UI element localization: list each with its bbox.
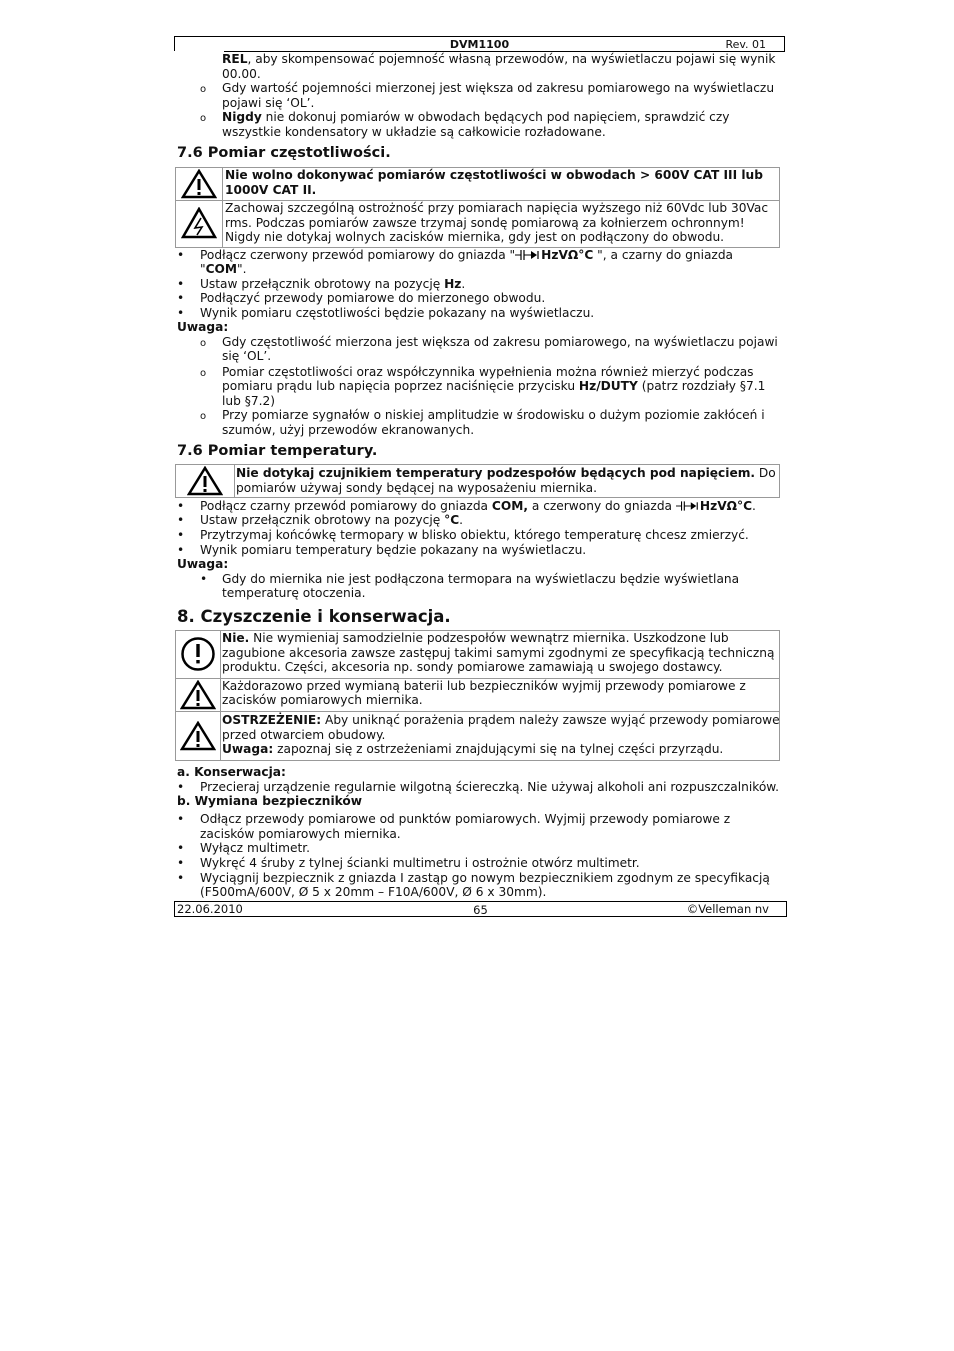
list-item: o Przy pomiarze sygnałów o niskiej amplitudzie w środowisku o dużym poziomie zakłóceń i bbox=[222, 408, 765, 423]
exclamation-circle-icon bbox=[180, 636, 216, 672]
list-item: o Pomiar częstotliwości oraz współczynnika wypełnienia można również mierzyć podczas bbox=[222, 365, 754, 380]
text-line: szumów, użyj przewodów ekranowanych. bbox=[222, 423, 475, 437]
text-line: wszystkie kondensatory w układzie są całkowicie rozładowane. bbox=[222, 125, 606, 139]
electric-shock-icon bbox=[181, 207, 217, 239]
footer-copyright: ©Velleman nv bbox=[686, 902, 769, 916]
subsection-title: b. Wymiana bezpieczników bbox=[177, 794, 363, 808]
list-item: • Gdy do miernika nie jest podłączona termopara na wyświetlaczu będzie wyświetlana bbox=[222, 572, 739, 587]
page-number: 65 bbox=[473, 903, 488, 917]
warning-triangle-icon bbox=[181, 169, 217, 199]
section-title: 8. Czyszczenie i konserwacja. bbox=[177, 607, 451, 626]
list-item: • Podłącz czarny przewód pomiarowy do gniazda COM, a czerwony do gniazda HzVΩ°C. bbox=[200, 499, 756, 514]
warning-text: Uwaga: zapoznaj się z ostrzeżeniami znajdującymi się na tylnej części przyrządu. bbox=[222, 742, 724, 756]
list-item: • Wyłącz multimetr. bbox=[200, 841, 310, 856]
list-item: • Ustaw przełącznik obrotowy na pozycję Hz. bbox=[200, 277, 465, 292]
warning-text: Nie wolno dokonywać pomiarów częstotliwości w obwodach > 600V CAT III lub bbox=[225, 168, 763, 182]
note-label: Uwaga: bbox=[177, 557, 229, 571]
list-item: • Wynik pomiaru temperatury będzie pokazany na wyświetlaczu. bbox=[200, 543, 586, 558]
warning-text: Nie dotykaj czujnikiem temperatury podzespołów będących pod napięciem. Do bbox=[236, 466, 776, 480]
text-line: temperaturę otoczenia. bbox=[222, 586, 366, 600]
warning-triangle-icon bbox=[180, 680, 216, 710]
text-line: się ‘OL’. bbox=[222, 349, 272, 363]
text-line: pojawi się ‘OL’. bbox=[222, 96, 315, 110]
doc-title: DVM1100 bbox=[449, 38, 510, 51]
list-item: • Przytrzymaj końcówkę termopary w blisko obiektu, którego temperaturę chcesz zmierzyć. bbox=[200, 528, 749, 543]
footer-date: 22.06.2010 bbox=[177, 902, 243, 916]
subsection-title: a. Konserwacja: bbox=[177, 765, 286, 779]
warning-triangle-icon bbox=[180, 721, 216, 751]
list-item: o Gdy wartość pojemności mierzonej jest większa od zakresu pomiarowego na wyświetlaczu bbox=[222, 81, 774, 96]
warning-triangle-icon bbox=[187, 466, 223, 496]
list-item: • Przecieraj urządzenie regularnie wilgotną ściereczką. Nie używaj alkoholi ani rozpuszczalników. bbox=[200, 780, 779, 795]
warning-text: zagubione akcesoria zawsze zastępuj takimi samymi zgodnymi ze specyfikacją techniczną bbox=[222, 646, 775, 660]
warning-text: Zachowaj szczególną ostrożność przy pomiarach napięcia wyższego niż 60Vdc lub 30Vac bbox=[225, 201, 769, 215]
warning-text: przed otwarciem obudowy. bbox=[222, 728, 386, 742]
section-title: 7.6 Pomiar częstotliwości. bbox=[177, 145, 391, 161]
text-line: lub §7.2) bbox=[222, 394, 275, 408]
text-line: pomiaru prądu lub napięcia poprzez naciśnięcie przycisku Hz/DUTY (patrz rozdziały §7.1 bbox=[222, 379, 766, 393]
list-item: • Odłącz przewody pomiarowe od punktów pomiarowych. Wyjmij przewody pomiarowe z bbox=[200, 812, 730, 827]
list-item: o Gdy częstotliwość mierzona jest większa od zakresu pomiarowego, na wyświetlaczu pojawi bbox=[222, 335, 778, 350]
text-line: 00.00. bbox=[222, 67, 261, 81]
warning-text: produktu. Części, akcesoria np. sondy pomiarowe zamawiają u swojego dostawcy. bbox=[222, 660, 723, 674]
warning-text: Nie. Nie wymieniaj samodzielnie podzespołów wewnątrz miernika. Uszkodzone lub bbox=[222, 631, 729, 645]
warning-text: 1000V CAT II. bbox=[225, 183, 317, 197]
note-label: Uwaga: bbox=[177, 320, 229, 334]
revision: Rev. 01 bbox=[725, 38, 766, 51]
text-line: (F500mA/600V, Ø 5 x 20mm – F10A/600V, Ø 6 x 30mm). bbox=[200, 885, 547, 899]
section-title: 7.6 Pomiar temperatury. bbox=[177, 443, 378, 459]
warning-text: OSTRZEŻENIE: Aby uniknąć porażenia prądem należy zawsze wyjąć przewody pomiarowe bbox=[222, 713, 780, 727]
capacitor-diode-icon bbox=[515, 250, 541, 260]
list-item: • Podłączyć przewody pomiarowe do mierzonego obwodu. bbox=[200, 291, 545, 306]
list-item: • Podłącz czerwony przewód pomiarowy do gniazda " HzVΩ°C ", a czarny do gniazda bbox=[200, 248, 733, 263]
warning-text: Nigdy nie dotykaj wolnych zacisków miernika, gdy jest on podłączony do obwodu. bbox=[225, 230, 725, 244]
text-line: "COM". bbox=[200, 262, 247, 276]
list-item: o Nigdy nie dokonuj pomiarów w obwodach będących pod napięciem, sprawdzić czy bbox=[222, 110, 729, 125]
page-footer bbox=[174, 901, 787, 917]
warning-text: pomiarów używaj sondy będącej na wyposażeniu miernika. bbox=[236, 481, 597, 495]
list-item: • Wynik pomiaru częstotliwości będzie pokazany na wyświetlaczu. bbox=[200, 306, 594, 321]
list-item: • Ustaw przełącznik obrotowy na pozycję °C. bbox=[200, 513, 463, 528]
list-item: • Wyciągnij bezpiecznik z gniazda I zastąp go nowym bezpiecznikiem zgodnym ze specyfikacją bbox=[200, 871, 770, 886]
capacitor-diode-icon bbox=[676, 501, 700, 511]
warning-text: zacisków pomiarowych miernika. bbox=[222, 693, 423, 707]
page-header bbox=[174, 36, 785, 52]
list-item: • Wykręć 4 śruby z tylnej ścianki multimetru i ostrożnie otwórz multimetr. bbox=[200, 856, 640, 871]
warning-text: rms. Podczas pomiarów zawsze trzymaj sondę pomiarową za kołnierzem ochronnym! bbox=[225, 216, 745, 230]
text-line: zacisków pomiarowych miernika. bbox=[200, 827, 401, 841]
warning-text: Każdorazowo przed wymianą baterii lub bezpieczników wyjmij przewody pomiarowe z bbox=[222, 679, 746, 693]
text-line: REL, aby skompensować pojemność własną przewodów, na wyświetlaczu pojawi się wynik bbox=[222, 52, 776, 66]
